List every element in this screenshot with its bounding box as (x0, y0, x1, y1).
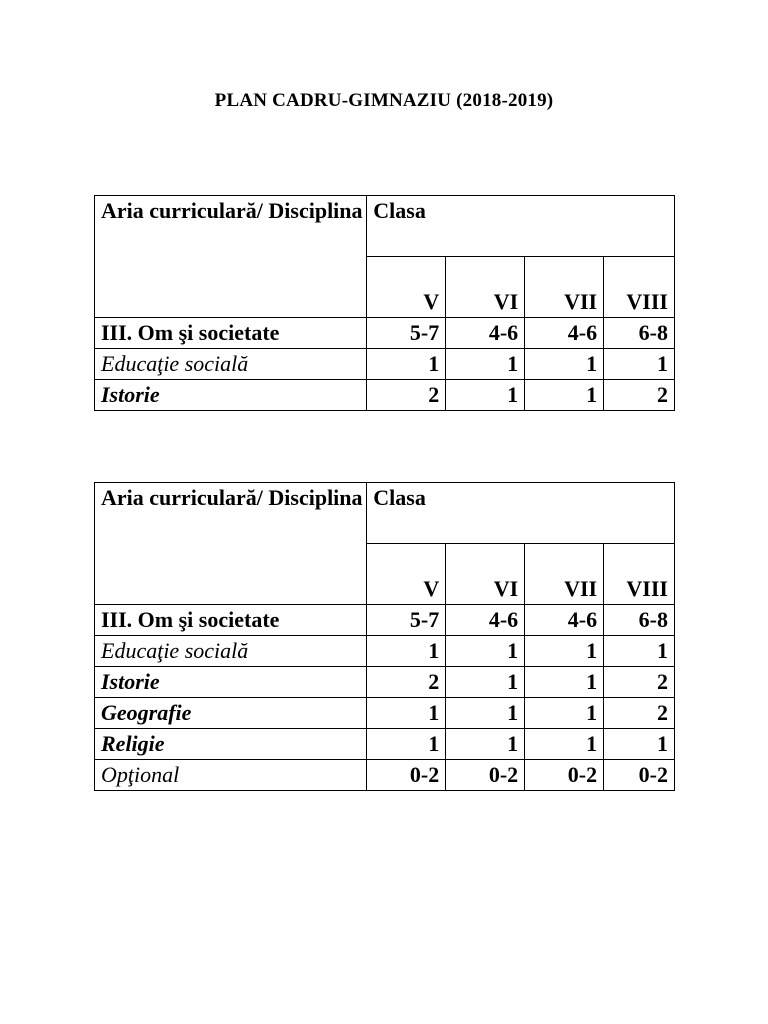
grade-header-v: V (367, 257, 446, 318)
grade-header-viii: VIII (604, 544, 675, 605)
clasa-header: Clasa (367, 483, 675, 544)
table-row (95, 667, 675, 698)
table-row (95, 318, 675, 349)
row-value: 4-6 (446, 605, 525, 636)
row-value: 6-8 (604, 318, 675, 349)
grade-header-vi: VI (446, 257, 525, 318)
table-row (95, 636, 675, 667)
table-row (95, 698, 675, 729)
row-value: 1 (525, 729, 604, 760)
row-value: 1 (446, 636, 525, 667)
page-title: PLAN CADRU-GIMNAZIU (2018-2019) (214, 90, 554, 111)
row-value: 2 (604, 698, 675, 729)
row-value: 1 (604, 349, 675, 380)
row-value: 1 (367, 729, 446, 760)
row-value: 1 (367, 349, 446, 380)
row-value: 5-7 (367, 605, 446, 636)
grade-header-vi: VI (446, 544, 525, 605)
row-label: Educaţie socială (95, 636, 367, 667)
row-value: 1 (525, 380, 604, 411)
row-value: 4-6 (525, 318, 604, 349)
row-value: 0-2 (367, 760, 446, 791)
grade-header-viii: VIII (604, 257, 675, 318)
row-label: Educaţie socială (95, 349, 367, 380)
row-label: Geografie (95, 698, 367, 729)
table-row (95, 729, 675, 760)
grade-header-vii: VII (525, 257, 604, 318)
row-value: 1 (525, 698, 604, 729)
table-row (95, 349, 675, 380)
grade-header-v: V (367, 544, 446, 605)
row-label: Opţional (95, 760, 367, 791)
row-value: 2 (367, 380, 446, 411)
row-value: 2 (604, 380, 675, 411)
table-row (95, 605, 675, 636)
row-value: 1 (446, 667, 525, 698)
table-row (95, 380, 675, 411)
row-value: 2 (367, 667, 446, 698)
row-value: 1 (604, 636, 675, 667)
row-label: Istorie (95, 380, 367, 411)
curriculum-table-2 (94, 482, 675, 791)
row-value: 0-2 (446, 760, 525, 791)
clasa-header: Clasa (367, 196, 675, 257)
row-value: 1 (604, 729, 675, 760)
row-value: 0-2 (604, 760, 675, 791)
grade-header-vii: VII (525, 544, 604, 605)
row-value: 2 (604, 667, 675, 698)
row-label: III. Om şi societate (95, 318, 367, 349)
row-value: 1 (446, 380, 525, 411)
curriculum-table-1 (94, 195, 675, 411)
row-value: 1 (446, 349, 525, 380)
row-value: 4-6 (446, 318, 525, 349)
row-value: 1 (367, 636, 446, 667)
row-value: 1 (525, 636, 604, 667)
row-value: 1 (367, 698, 446, 729)
row-value: 1 (525, 349, 604, 380)
row-value: 1 (446, 698, 525, 729)
area-header: Aria curriculară/ Disciplina (95, 483, 367, 605)
row-label: III. Om şi societate (95, 605, 367, 636)
row-label: Religie (95, 729, 367, 760)
area-header: Aria curriculară/ Disciplina (95, 196, 367, 318)
row-label: Istorie (95, 667, 367, 698)
row-value: 4-6 (525, 605, 604, 636)
row-value: 6-8 (604, 605, 675, 636)
table-row (95, 760, 675, 791)
row-value: 0-2 (525, 760, 604, 791)
row-value: 5-7 (367, 318, 446, 349)
row-value: 1 (446, 729, 525, 760)
row-value: 1 (525, 667, 604, 698)
